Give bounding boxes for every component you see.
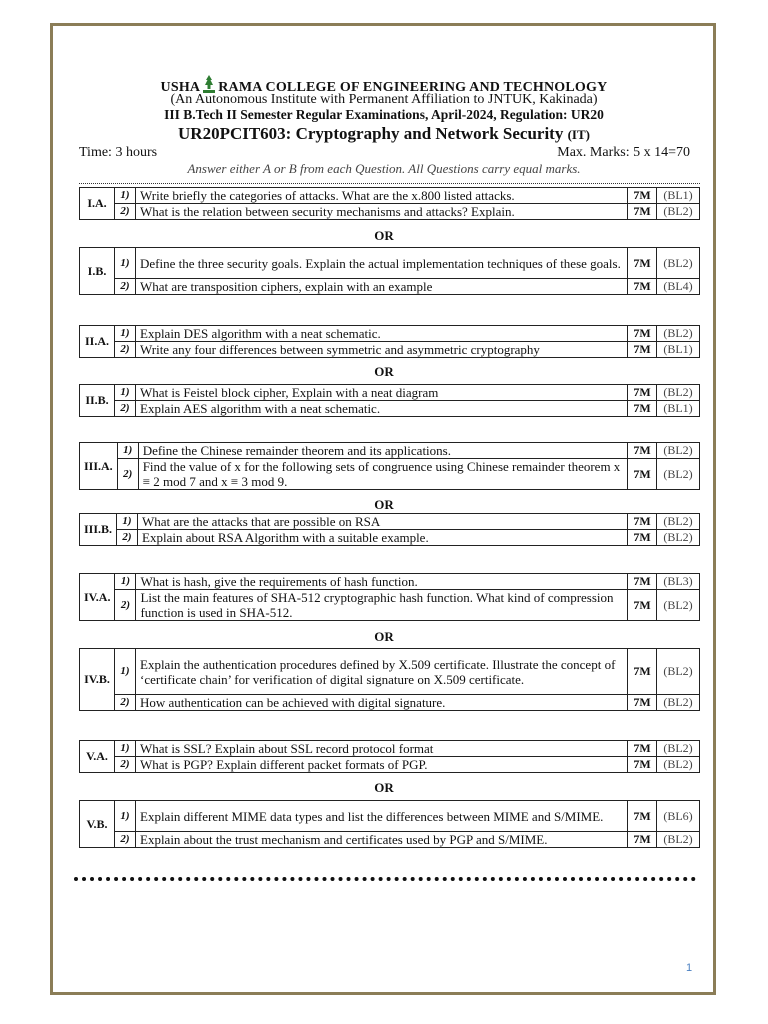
blooms-level: (BL3): [657, 574, 700, 590]
blooms-level: (BL1): [657, 188, 700, 204]
question-text: Define the Chinese remainder theorem and its applications.: [138, 443, 627, 459]
question-marks: 7M: [628, 590, 657, 621]
question-label: I.B.: [80, 248, 115, 295]
question-text: Write any four differences between symmetric and asymmetric cryptography: [136, 342, 628, 358]
question-row: [80, 188, 700, 204]
question-number: 1): [115, 248, 136, 279]
college-name-right: RAMA COLLEGE OF ENGINEERING AND TECHNOLOGY: [218, 80, 608, 95]
question-label: III.B.: [80, 514, 117, 546]
question-text: What is hash, give the requirements of hash function.: [136, 574, 628, 590]
course-title: [0, 124, 768, 144]
question-number: 1): [115, 741, 136, 757]
question-marks: 7M: [628, 385, 657, 401]
question-table: [79, 740, 700, 773]
blooms-level: (BL1): [657, 401, 700, 417]
max-marks: Max. Marks: 5 x 14=70: [557, 145, 690, 160]
question-label: I.A.: [80, 188, 115, 220]
question-number: 1): [117, 443, 138, 459]
question-text: How authentication can be achieved with digital signature.: [136, 695, 628, 711]
blooms-level: (BL1): [657, 342, 700, 358]
blooms-level: (BL2): [657, 385, 700, 401]
question-marks: 7M: [628, 279, 657, 295]
question-marks: 7M: [628, 401, 657, 417]
question-text: Explain about the trust mechanism and certificates used by PGP and S/MIME.: [136, 832, 628, 848]
question-row: [80, 574, 700, 590]
question-row: [80, 342, 700, 358]
question-table: [79, 325, 700, 358]
blooms-level: (BL2): [657, 649, 700, 695]
institute-subtitle: (An Autonomous Institute with Permanent Affiliation to JNTUK, Kakinada): [170, 92, 598, 107]
question-label: IV.B.: [80, 649, 115, 711]
question-label: II.A.: [80, 326, 115, 358]
question-table: [79, 384, 700, 417]
or-separator: OR: [374, 629, 394, 644]
question-table: [79, 800, 700, 848]
college-logo-icon: [202, 74, 216, 94]
question-marks: 7M: [628, 204, 657, 220]
question-row: [80, 757, 700, 773]
question-number: 1): [115, 574, 136, 590]
header-divider: [79, 183, 700, 184]
question-marks: 7M: [628, 188, 657, 204]
blooms-level: (BL2): [657, 248, 700, 279]
question-number: 2): [117, 459, 138, 490]
question-marks: 7M: [628, 649, 657, 695]
question-row: [80, 385, 700, 401]
page-number: 1: [686, 962, 693, 974]
blooms-level: (BL4): [657, 279, 700, 295]
question-number: 2): [117, 530, 138, 546]
course-dept: (IT): [567, 127, 590, 142]
question-marks: 7M: [628, 801, 657, 832]
question-marks: 7M: [628, 832, 657, 848]
question-label: II.B.: [80, 385, 115, 417]
question-number: 1): [115, 188, 136, 204]
question-number: 1): [115, 649, 136, 695]
question-label: V.A.: [80, 741, 115, 773]
end-divider: [74, 877, 696, 881]
question-text: Write briefly the categories of attacks. What are the x.800 listed attacks.: [136, 188, 628, 204]
blooms-level: (BL2): [657, 459, 700, 490]
question-text: Find the value of x for the following sets of congruence using Chinese remainder theorem x ≡ 2 mod 7 and x ≡ 3 mod 9.: [138, 459, 627, 490]
question-number: 2): [115, 342, 136, 358]
question-row: [80, 326, 700, 342]
question-row: [80, 801, 700, 832]
question-text: Explain DES algorithm with a neat schematic.: [136, 326, 628, 342]
question-row: [80, 443, 700, 459]
question-marks: 7M: [628, 741, 657, 757]
question-table: [79, 648, 700, 711]
question-label: V.B.: [80, 801, 115, 848]
question-number: 1): [115, 385, 136, 401]
question-text: Explain AES algorithm with a neat schematic.: [136, 401, 628, 417]
question-number: 2): [115, 832, 136, 848]
question-row: [80, 695, 700, 711]
question-label: IV.A.: [80, 574, 115, 621]
question-number: 2): [115, 757, 136, 773]
question-text: What are the attacks that are possible on RSA: [138, 514, 628, 530]
question-text: What is the relation between security mechanisms and attacks? Explain.: [136, 204, 628, 220]
question-row: [80, 401, 700, 417]
question-number: 1): [117, 514, 138, 530]
question-table: [79, 247, 700, 295]
question-marks: 7M: [628, 757, 657, 773]
question-row: [80, 248, 700, 279]
question-table: [79, 442, 700, 490]
question-number: 2): [115, 204, 136, 220]
question-marks: 7M: [628, 695, 657, 711]
question-text: Explain different MIME data types and list the differences between MIME and S/MIME.: [136, 801, 628, 832]
or-separator: OR: [374, 497, 394, 512]
or-separator: OR: [374, 780, 394, 795]
question-number: 1): [115, 326, 136, 342]
college-name-left: USHA: [160, 80, 201, 95]
question-marks: 7M: [628, 530, 657, 546]
question-label: III.A.: [80, 443, 118, 490]
blooms-level: (BL2): [657, 326, 700, 342]
question-number: 2): [115, 401, 136, 417]
question-text: What is SSL? Explain about SSL record protocol format: [136, 741, 628, 757]
question-table: [79, 573, 700, 621]
question-marks: 7M: [628, 342, 657, 358]
question-row: [80, 590, 700, 621]
question-number: 2): [115, 695, 136, 711]
question-number: 2): [115, 279, 136, 295]
question-row: [80, 459, 700, 490]
blooms-level: (BL2): [657, 741, 700, 757]
blooms-level: (BL2): [657, 757, 700, 773]
question-table: [79, 513, 700, 546]
blooms-level: (BL2): [657, 832, 700, 848]
question-marks: 7M: [628, 574, 657, 590]
question-text: What is PGP? Explain different packet formats of PGP.: [136, 757, 628, 773]
question-text: What are transposition ciphers, explain with an example: [136, 279, 628, 295]
question-text: What is Feistel block cipher, Explain with a neat diagram: [136, 385, 628, 401]
course-code-name: UR20PCIT603: Cryptography and Network Security: [178, 124, 564, 143]
question-number: 2): [115, 590, 136, 621]
question-row: [80, 279, 700, 295]
question-row: [80, 530, 700, 546]
blooms-level: (BL2): [657, 695, 700, 711]
blooms-level: (BL6): [657, 801, 700, 832]
exam-title: III B.Tech II Semester Regular Examinations, April-2024, Regulation: UR20: [164, 107, 604, 122]
blooms-level: (BL2): [657, 514, 700, 530]
question-row: [80, 649, 700, 695]
blooms-level: (BL2): [657, 443, 700, 459]
question-row: [80, 832, 700, 848]
exam-time: Time: 3 hours: [79, 145, 158, 160]
blooms-level: (BL2): [657, 590, 700, 621]
or-separator: OR: [374, 228, 394, 243]
question-text: List the main features of SHA-512 cryptographic hash function. What kind of compression function is used in SHA-512.: [136, 590, 628, 621]
question-number: 1): [115, 801, 136, 832]
question-marks: 7M: [628, 514, 657, 530]
question-marks: 7M: [628, 459, 657, 490]
question-text: Explain the authentication procedures defined by X.509 certificate. Illustrate the concept of ‘certificate chain’ for verification of digital signature on X.509 certificate.: [136, 649, 628, 695]
question-marks: 7M: [628, 248, 657, 279]
question-row: [80, 204, 700, 220]
question-row: [80, 741, 700, 757]
question-row: [80, 514, 700, 530]
question-marks: 7M: [628, 326, 657, 342]
or-separator: OR: [374, 364, 394, 379]
question-table: [79, 187, 700, 220]
blooms-level: (BL2): [657, 204, 700, 220]
question-text: Explain about RSA Algorithm with a suitable example.: [138, 530, 628, 546]
question-text: Define the three security goals. Explain the actual implementation techniques of these goals.: [136, 248, 628, 279]
question-marks: 7M: [628, 443, 657, 459]
blooms-level: (BL2): [657, 530, 700, 546]
instructions: Answer either A or B from each Question. All Questions carry equal marks.: [187, 161, 581, 176]
